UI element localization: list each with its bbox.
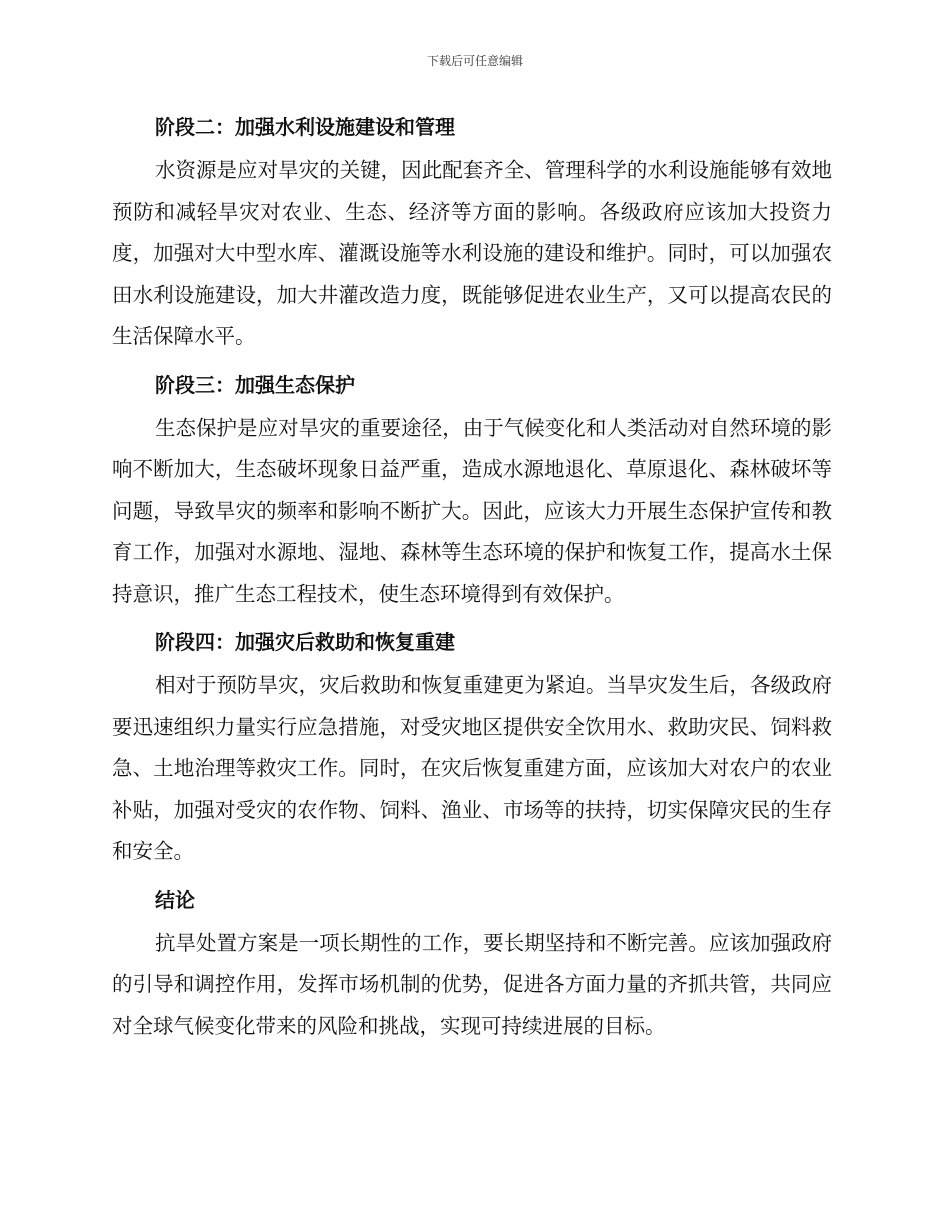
- document-body: [112, 110, 832, 1047]
- section-paragraph-stage-four: 相对于预防旱灾，灾后救助和恢复重建更为紧迫。当旱灾发生后，各级政府要迅速组织力量实行应急措施，对受灾地区提供安全饮用水、救助灾民、饲料救急、土地治理等救灾工作。同时，在灾后恢复重建方面，应该加大对农户的农业补贴，加强对受灾的农作物、饲料、渔业、市场等的扶持，切实保障灾民的生存和安全。: [112, 673, 832, 863]
- section-paragraph-conclusion: 抗旱处置方案是一项长期性的工作，要长期坚持和不断完善。应该加强政府的引导和调控作用，发挥市场机制的优势，促进各方面力量的齐抓共管，共同应对全球气候变化带来的风险和挑战，实现可持续进展的目标。: [112, 930, 832, 1038]
- section-heading-stage-two: 阶段二：加强水利设施建设和管理: [155, 115, 455, 139]
- section-heading-stage-four: 阶段四：加强灾后救助和恢复重建: [155, 630, 455, 654]
- page-header: 下载后可任意编辑: [426, 54, 523, 68]
- section-heading-conclusion: 结论: [155, 887, 195, 912]
- section-paragraph-stage-three: 生态保护是应对旱灾的重要途径，由于气候变化和人类活动对自然环境的影响不断加大，生态破坏现象日益严重，造成水源地退化、草原退化、森林破坏等问题，导致旱灾的频率和影响不断扩大。因此，应该大力开展生态保护宣传和教育工作，加强对水源地、湿地、森林等生态环境的保护和恢复工作，提高水土保持意识，推广生态工程技术，使生态环境得到有效保护。: [112, 415, 832, 606]
- section-paragraph-stage-two: 水资源是应对旱灾的关键，因此配套齐全、管理科学的水利设施能够有效地预防和减轻旱灾对农业、生态、经济等方面的影响。各级政府应该加大投资力度，加强对大中型水库、灌溉设施等水利设施的建设和维护。同时，可以加强农田水利设施建设，加大井灌改造力度，既能够促进农业生产，又可以提高农民的生活保障水平。: [112, 158, 832, 348]
- section-heading-stage-three: 阶段三：加强生态保护: [155, 372, 355, 397]
